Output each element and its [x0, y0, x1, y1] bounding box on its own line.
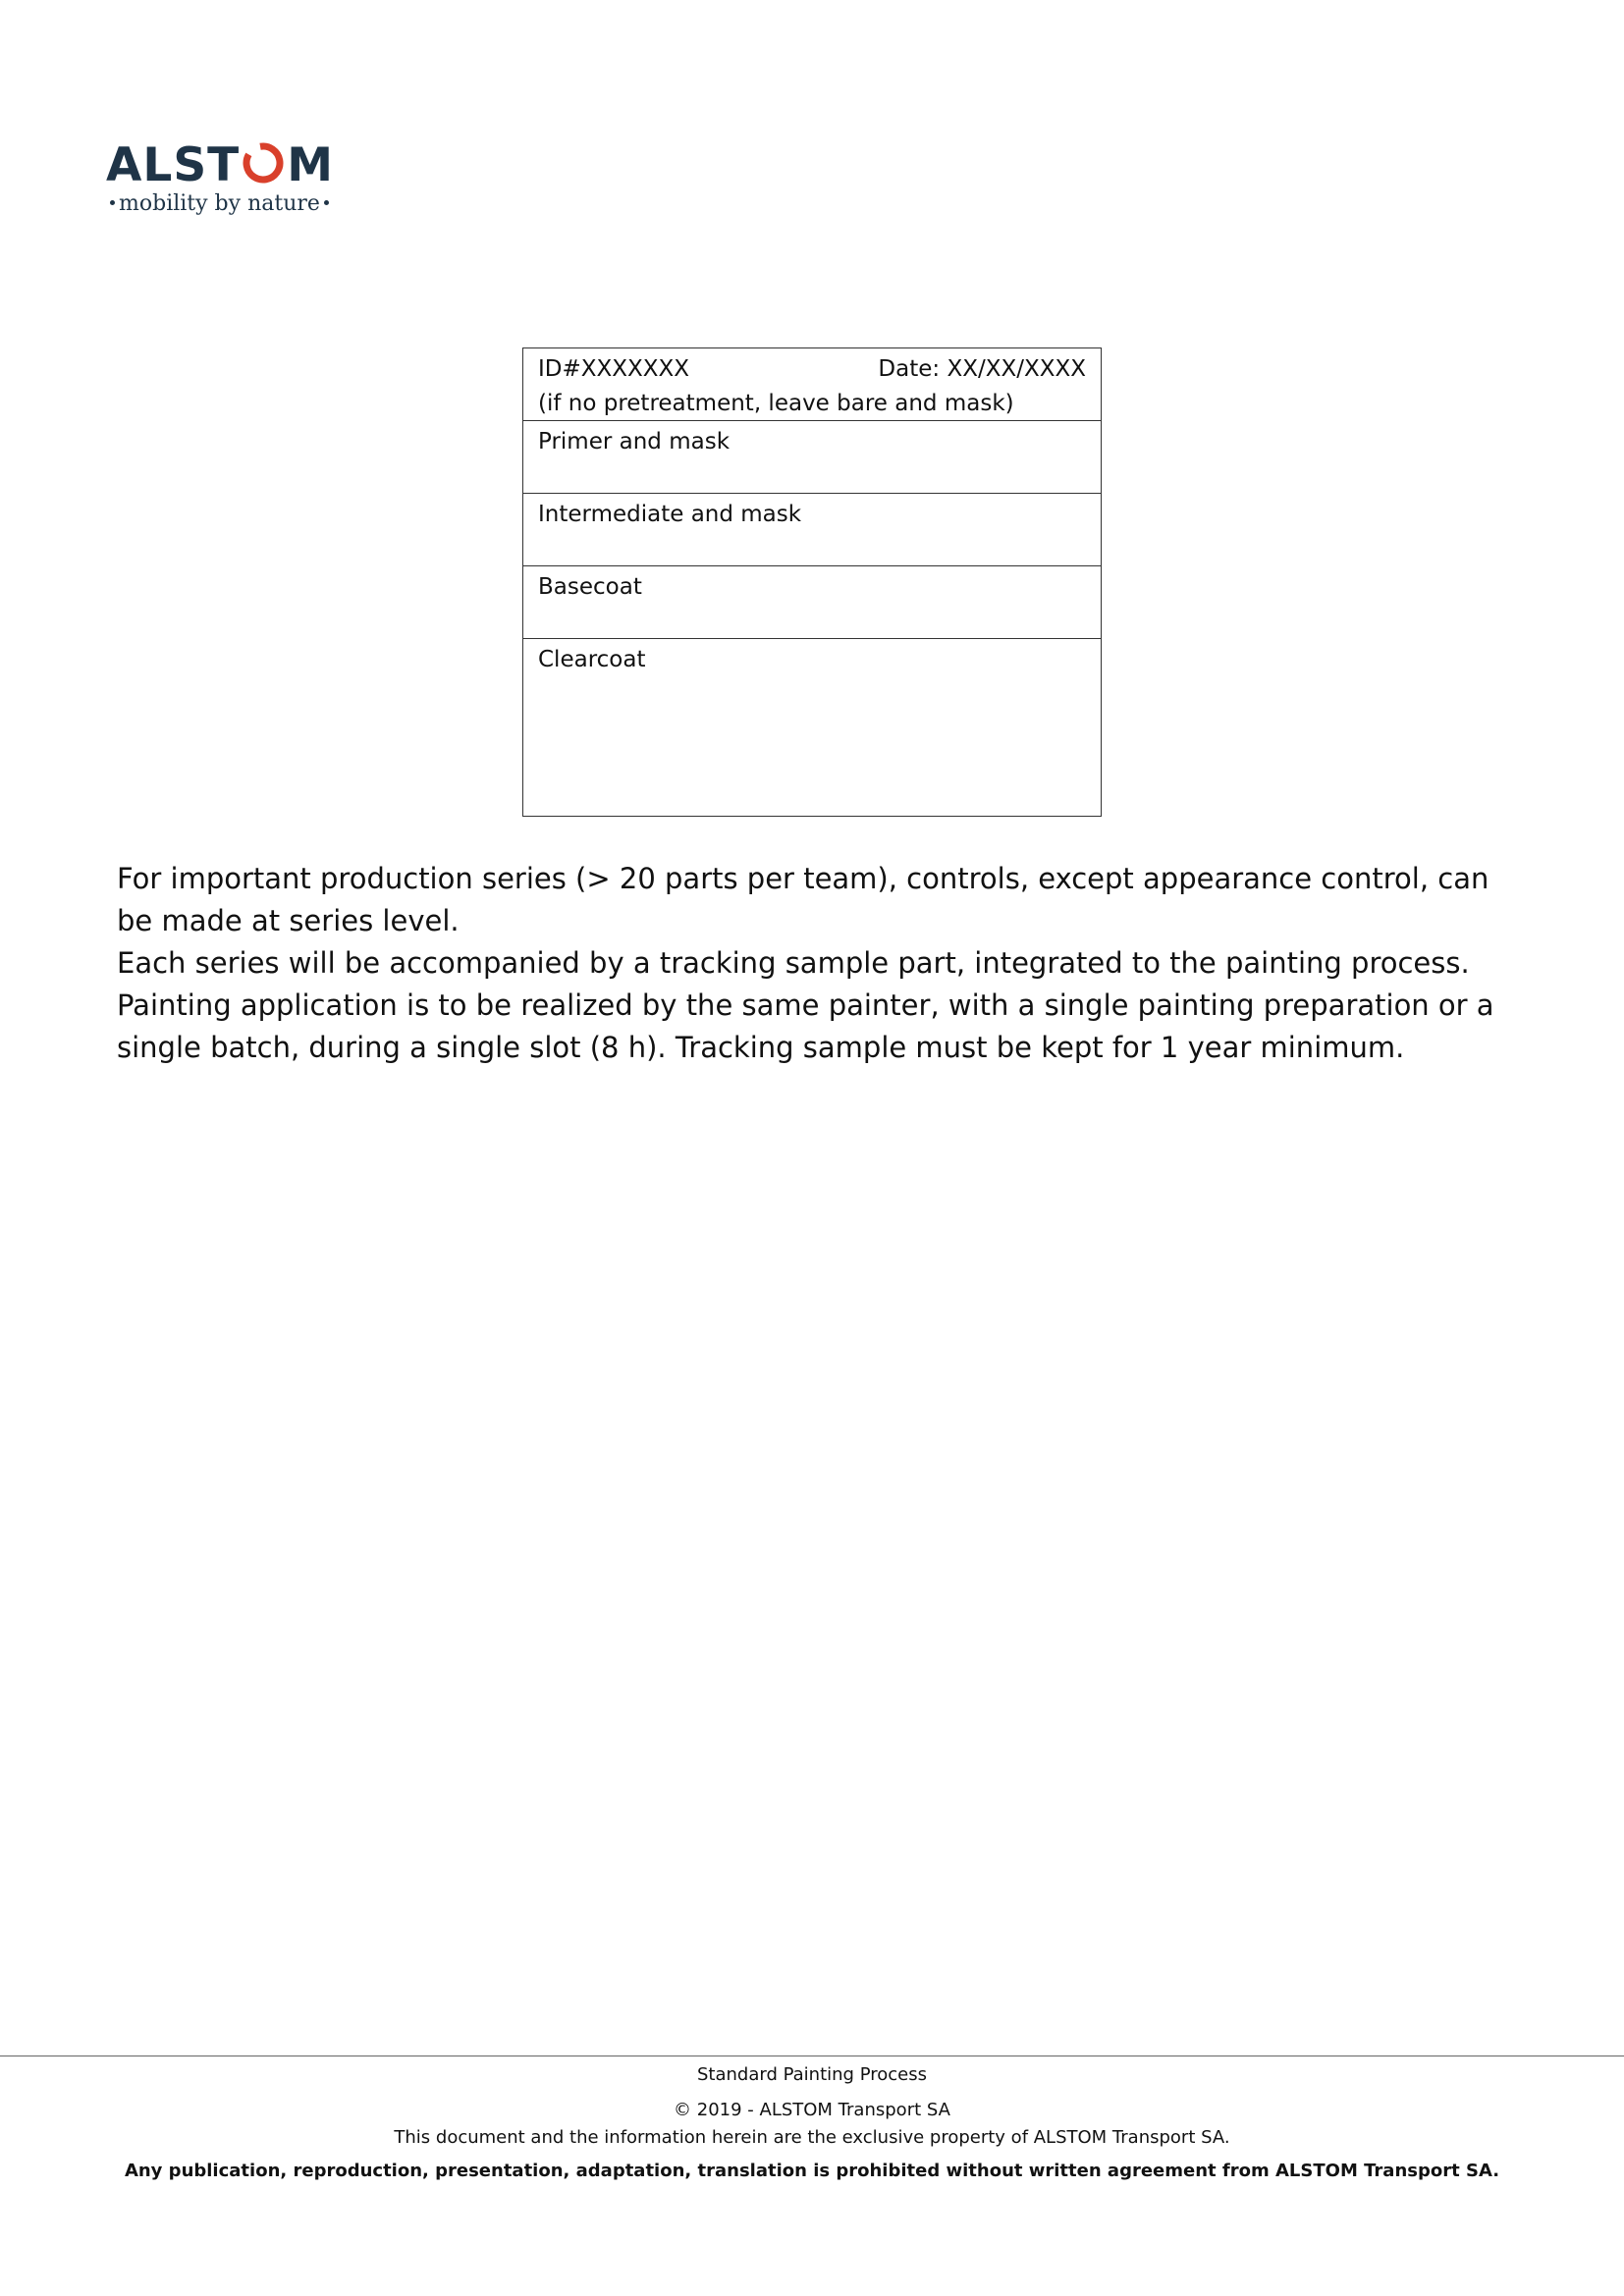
- logo-word-end: M: [287, 138, 335, 192]
- label-row-text: Intermediate and mask: [538, 502, 802, 527]
- label-header-row: [523, 348, 1101, 421]
- body-paragraph-application: Painting application is to be realized by the same painter, with a single painting preparation or a single batch, during a single slot (8 h). Tracking sample must be kept for 1 year minimum.: [117, 988, 1494, 1064]
- label-row-clearcoat: [523, 639, 1101, 816]
- company-logo: [106, 135, 342, 224]
- body-paragraphs: [117, 858, 1531, 1069]
- label-row-primer: [523, 421, 1101, 494]
- body-paragraph-series: For important production series (> 20 parts per team), controls, except appearance control, can be made at series level.: [117, 862, 1489, 937]
- logo-dot-icon: [110, 200, 115, 205]
- label-row-text: Primer and mask: [538, 429, 731, 454]
- footer-copyright: © 2019 - ALSTOM Transport SA: [674, 2100, 950, 2120]
- logo-tagline-text: mobility by nature: [119, 191, 320, 216]
- label-row-text: Clearcoat: [538, 647, 646, 672]
- footer-document-title: Standard Painting Process: [697, 2064, 927, 2085]
- label-id: ID#XXXXXXX: [538, 356, 690, 382]
- footer-legal-notice: Any publication, reproduction, presentation, adaptation, translation is prohibited without written agreement from ALSTOM Transport SA.: [124, 2161, 1500, 2181]
- body-paragraph-tracking: Each series will be accompanied by a tracking sample part, integrated to the painting process.: [117, 946, 1470, 980]
- label-pretreatment-note: (if no pretreatment, leave bare and mask): [538, 391, 1014, 416]
- logo-wordmark: [106, 135, 334, 196]
- sample-label-table: [522, 347, 1102, 817]
- label-date: Date: XX/XX/XXXX: [878, 356, 1086, 382]
- label-row-basecoat: [523, 566, 1101, 639]
- logo-tagline: [106, 190, 333, 218]
- logo-word-start: ALST: [106, 138, 241, 192]
- label-row-text: Basecoat: [538, 574, 642, 600]
- logo-dot-icon: [324, 200, 329, 205]
- label-row-intermediate: [523, 494, 1101, 566]
- logo-o-ring-icon: [241, 140, 286, 186]
- footer-property-notice: This document and the information herein are the exclusive property of ALSTOM Transport SA.: [394, 2127, 1230, 2148]
